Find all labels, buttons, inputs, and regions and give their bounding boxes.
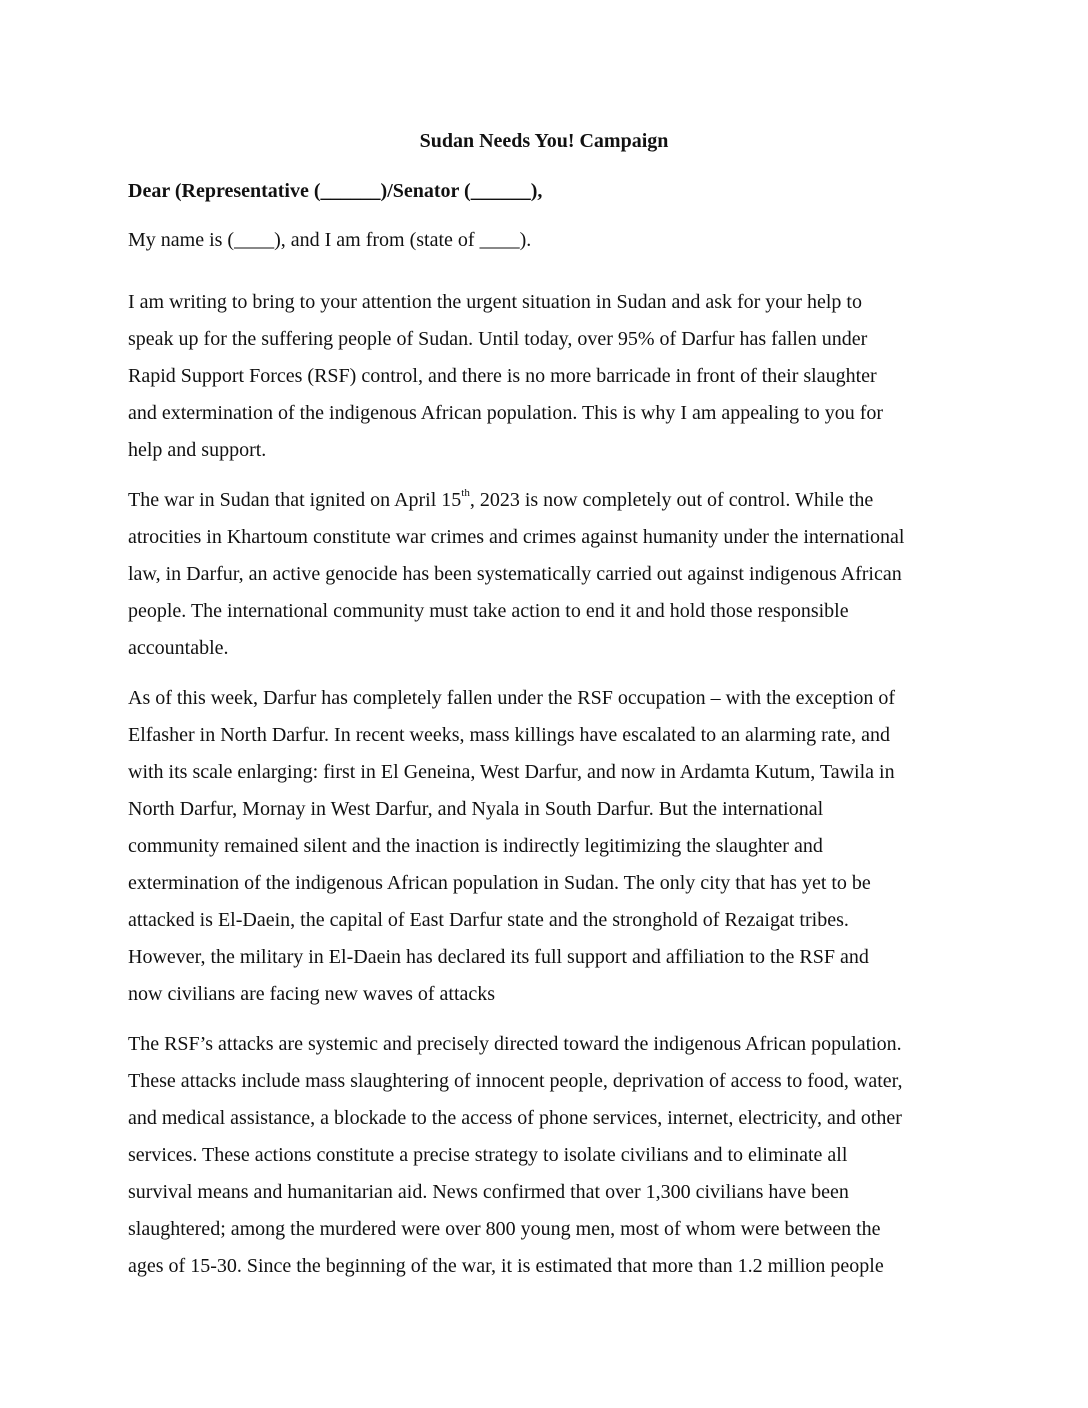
letter-body: [128, 284, 960, 1298]
text-line: slaughtered; among the murdered were over 800 young men, most of whom were between the: [128, 1218, 881, 1240]
text-line: law, in Darfur, an active genocide has been systematically carried out against indigenous African: [128, 563, 902, 585]
text-line: speak up for the suffering people of Sudan. Until today, over 95% of Darfur has fallen under: [128, 328, 868, 350]
text-line: I am writing to bring to your attention the urgent situation in Sudan and ask for your help to: [128, 291, 862, 313]
salutation: Dear (Representative (______)/Senator (______),: [128, 180, 543, 202]
text-line: As of this week, Darfur has completely fallen under the RSF occupation – with the exception of: [128, 687, 896, 709]
text-line: help and support.: [128, 439, 267, 461]
intro-line: My name is (____), and I am from (state of ____).: [128, 229, 532, 251]
text-line: survival means and humanitarian aid. News confirmed that over 1,300 civilians have been: [128, 1181, 849, 1203]
text-line: people. The international community must take action to end it and hold those responsible: [128, 600, 849, 622]
document-title: Sudan Needs You! Campaign: [419, 130, 669, 152]
text-line: and medical assistance, a blockade to the access of phone services, internet, electricity, and other: [128, 1107, 902, 1129]
paragraph-4: [128, 1026, 960, 1285]
paragraph-1: [128, 284, 960, 469]
ordinal-superscript: th: [461, 487, 470, 500]
text-line: attacked is El-Daein, the capital of East Darfur state and the stronghold of Rezaigat tribes.: [128, 909, 849, 931]
text-line: extermination of the indigenous African population in Sudan. The only city that has yet to be: [128, 872, 871, 894]
text-line: North Darfur, Mornay in West Darfur, and Nyala in South Darfur. But the international: [128, 798, 824, 820]
text-line: accountable.: [128, 637, 229, 659]
text-line: The RSF’s attacks are systemic and precisely directed toward the indigenous African population.: [128, 1033, 902, 1055]
text-line: services. These actions constitute a precise strategy to isolate civilians and to eliminate all: [128, 1144, 848, 1166]
text-line: with its scale enlarging: first in El Geneina, West Darfur, and now in Ardamta Kutum, Tawila in: [128, 761, 895, 783]
text-line: ages of 15-30. Since the beginning of the war, it is estimated that more than 1.2 million people: [128, 1255, 884, 1277]
text-line: Rapid Support Forces (RSF) control, and there is no more barricade in front of their slaughter: [128, 365, 877, 387]
text-line: now civilians are facing new waves of attacks: [128, 983, 496, 1005]
text-fragment: The war in Sudan that ignited on April 15: [128, 489, 462, 511]
paragraph-3: [128, 680, 960, 1013]
text-line: [128, 482, 960, 519]
text-line: These attacks include mass slaughtering of innocent people, deprivation of access to food, water,: [128, 1070, 903, 1092]
text-line: atrocities in Khartoum constitute war crimes and crimes against humanity under the international: [128, 526, 905, 548]
text-line: community remained silent and the inaction is indirectly legitimizing the slaughter and: [128, 835, 823, 857]
text-line: Elfasher in North Darfur. In recent weeks, mass killings have escalated to an alarming rate, and: [128, 724, 890, 746]
text-line: and extermination of the indigenous African population. This is why I am appealing to you for: [128, 402, 884, 424]
paragraph-2: [128, 482, 960, 667]
text-fragment: , 2023 is now completely out of control. While the: [469, 489, 874, 511]
text-line: However, the military in El-Daein has declared its full support and affiliation to the RSF and: [128, 946, 869, 968]
